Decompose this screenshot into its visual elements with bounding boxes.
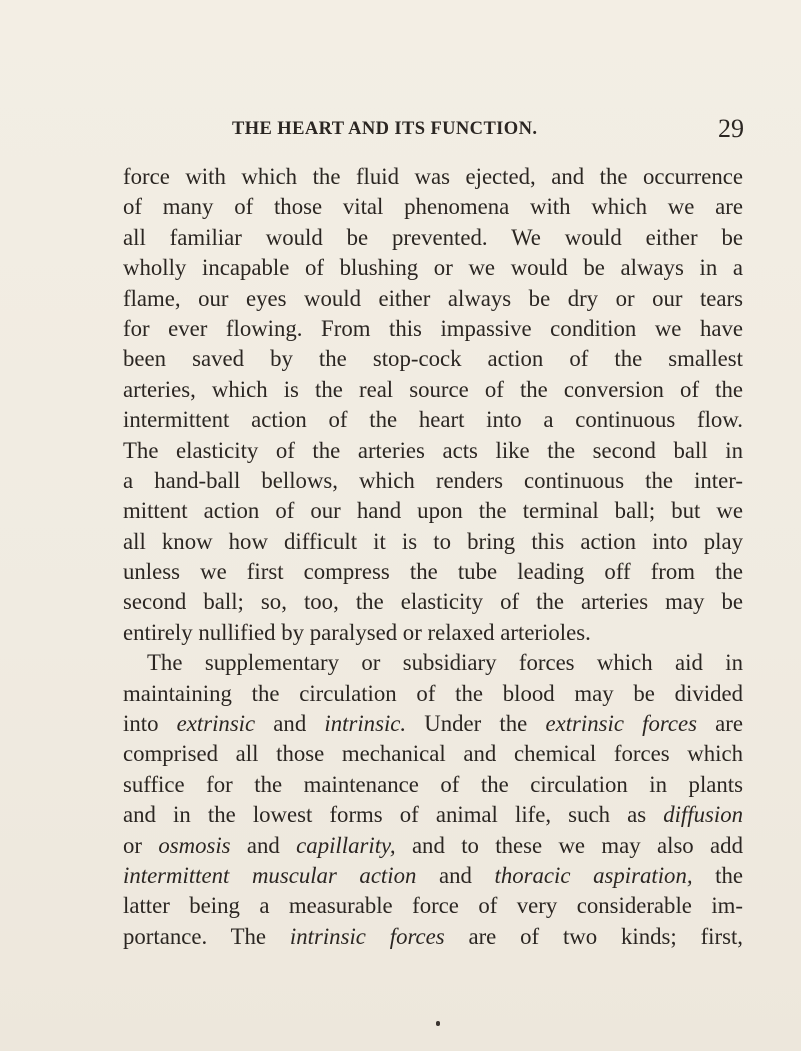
text-line (123, 587, 743, 617)
running-head: THE HEART AND ITS FUNCTION. (232, 119, 538, 139)
text-line (123, 557, 743, 587)
text-run: latter being a measurable force of very considerable im- (123, 893, 743, 919)
text-run: of many of those vital phenomena with which we are (123, 194, 743, 220)
text-run: comprised all those mechanical and chemical forces which (123, 741, 743, 767)
italic-term: extrinsic forces (545, 711, 697, 737)
text-run: all familiar would be prevented. We would either be (123, 224, 743, 250)
text-line (123, 466, 743, 496)
text-run: mittent action of our hand upon the terminal ball; but we (123, 498, 743, 524)
text-line (123, 739, 743, 769)
text-run: into (123, 711, 177, 737)
text-run: and (255, 711, 325, 737)
text-run: The supplementary or subsidiary forces which aid in (147, 650, 743, 676)
text-run: been saved by the stop-cock action of the smallest (123, 346, 743, 372)
text-run: are (697, 711, 743, 737)
text-line (123, 831, 743, 861)
text-line (123, 770, 743, 800)
text-line (123, 162, 743, 192)
ink-speck (436, 1021, 440, 1026)
italic-term: extrinsic (176, 711, 256, 737)
text-line (123, 405, 743, 435)
page-header (232, 114, 744, 144)
page-number: 29 (718, 114, 744, 143)
text-line (123, 314, 743, 344)
text-line (123, 192, 743, 222)
text-line (123, 861, 743, 891)
text-run: force with which the fluid was ejected, and the occurrence (123, 164, 743, 189)
text-run: and (416, 862, 495, 888)
text-line (123, 709, 743, 739)
text-line (123, 891, 743, 921)
text-run: maintaining the circulation of the blood may be divided (123, 680, 743, 706)
text-run: portance. The (123, 923, 290, 949)
text-line (123, 679, 743, 709)
text-line (123, 375, 743, 405)
italic-term: intrinsic. (324, 711, 407, 737)
text-line (123, 800, 743, 830)
italic-term: capillarity, (296, 832, 396, 858)
text-line (123, 436, 743, 466)
text-line (123, 496, 743, 526)
body-text (123, 162, 743, 952)
text-run: second ball; so, too, the elasticity of the arteries may be (123, 589, 743, 615)
text-line (123, 618, 743, 648)
italic-term: thoracic aspiration, (494, 862, 693, 888)
text-run: and (230, 832, 297, 858)
italic-term: diffusion (663, 802, 743, 828)
text-run: entirely nullified by paralysed or relaxed arterioles. (123, 619, 591, 645)
text-run: wholly incapable of blushing or we would be always in a (123, 255, 743, 281)
text-line (123, 922, 743, 952)
text-run: The elasticity of the arteries acts like the second ball in (123, 437, 743, 463)
text-line (123, 223, 743, 253)
text-line (123, 648, 743, 678)
text-run: and to these we may also add (395, 832, 743, 858)
italic-term: osmosis (158, 832, 231, 858)
text-run: arteries, which is the real source of the conversion of the (123, 376, 743, 402)
text-run: Under the (406, 711, 546, 737)
text-run: are of two kinds; first, (444, 923, 743, 949)
text-run: a hand-ball bellows, which renders continuous the inter- (123, 467, 743, 493)
text-run: unless we first compress the tube leading off from the (123, 559, 743, 585)
text-line (123, 253, 743, 283)
italic-term: intrinsic forces (289, 923, 445, 949)
text-line (123, 344, 743, 374)
text-run: all know how difficult it is to bring this action into play (123, 528, 743, 554)
text-run: the (692, 862, 743, 888)
text-line (123, 284, 743, 314)
text-run: and in the lowest forms of animal life, such as (123, 802, 664, 828)
italic-term: intermittent muscular action (123, 862, 417, 888)
text-run: flame, our eyes would either always be dry or our tears (123, 285, 743, 311)
text-run: intermittent action of the heart into a continuous flow. (123, 407, 743, 433)
text-line (123, 527, 743, 557)
text-run: or (123, 832, 159, 858)
text-run: for ever flowing. From this impassive condition we have (123, 315, 743, 341)
text-run: suffice for the maintenance of the circulation in plants (123, 771, 743, 797)
